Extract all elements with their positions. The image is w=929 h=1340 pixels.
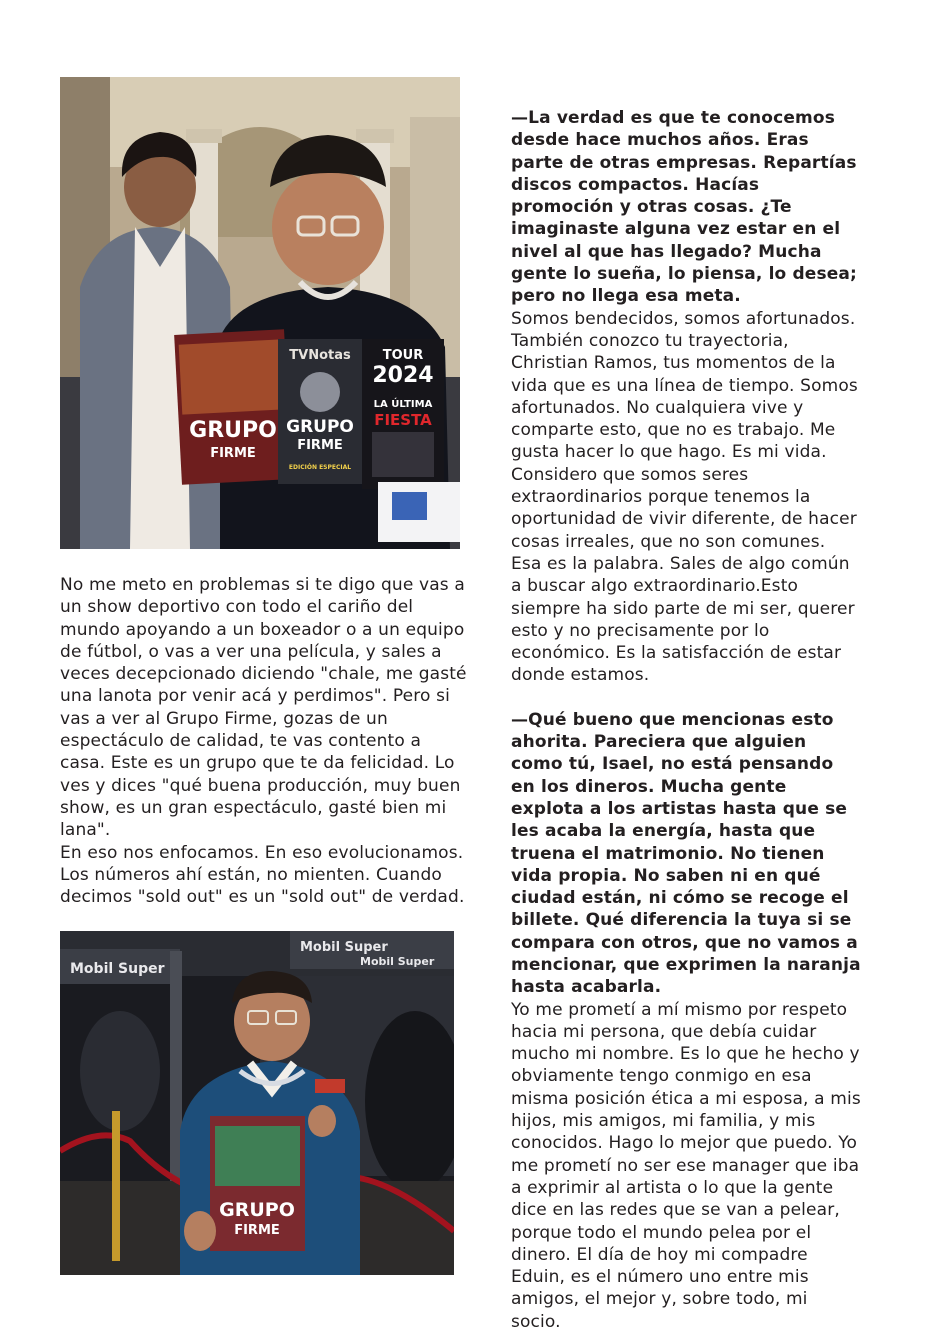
magazine-center-brand1: GRUPO — [286, 417, 354, 437]
interview-question-2: —Qué bueno que mencionas esto ahorita. Pareciera que alguien como tú, Isael, no está pensando en los dineros. Mucha gente explota a los artistas hasta que se les acaba la energía, hasta que truena el matrimonio. No tienen vida propia. No saben ni en qué ciudad están, ni cómo se recoge el billete. Qué diferencia la tuya si se compara con otros, que no vamos a mencionar, que exprimen la naranja hasta acabarla. — [511, 709, 861, 998]
sign-mobil-super-1: Mobil Super — [70, 961, 165, 977]
left-column-text — [60, 574, 470, 908]
magazine-right-subtitle: LA ÚLTIMA — [373, 399, 433, 410]
left-paragraph-1: No me meto en problemas si te digo que vas a un show deportivo con todo el cariño del mundo apoyando a un boxeador o a un equipo de fútbol, o vas a ver una película, y sales a veces decepcionado diciendo "chale, me gasté una lanota por venir acá y perdimos". Pero si vas a ver al Grupo Firme, gozas de un espectáculo de calidad, te vas contento a casa. Este es un grupo que te da felicidad. Lo ves y dices "qué buena producción, muy buen show, es un gran espectáculo, gasté bien mi lana". — [60, 575, 467, 841]
magazine-left-brand1: GRUPO — [189, 418, 277, 443]
magazine-brand2: FIRME — [234, 1223, 280, 1238]
left-paragraph-2: En eso nos enfocamos. En eso evolucionamos. Los números ahí están, no mienten. Cuando decimos "sold out" es un "sold out" de verdad. — [60, 842, 465, 908]
magazine-center-edition: EDICIÓN ESPECIAL — [288, 464, 352, 471]
magazine-brand1: GRUPO — [219, 1199, 295, 1221]
magazine-center-masthead: TVNotas — [289, 348, 351, 363]
interview-answer-1: Somos bendecidos, somos afortunados. También conozco tu trayectoria, Christian Ramos, tus momentos de la vida que es una línea de tiempo. Somos afortunados. No cualquiera vive y comparte esto, que no es trabajo. Me gusta hacer lo que hago. Es mi vida. Considero que somos seres extraordinarios porque tenemos la oportunidad de vivir diferente, de hacer cosas irreales, que no son comunes. Esa es la palabra. Sales de algo común a buscar algo extraordinario.Esto siempre ha sido parte de mi ser, querer esto y no precisamente por lo económico. Es la satisfacción de estar donde estamos. — [511, 308, 858, 686]
interview-question-1: —La verdad es que te conocemos desde hace muchos años. Eras parte de otras empresas. Repartías discos compactos. Hacías promoción y otras cosas. ¿Te imaginaste alguna vez estar en el nivel al que has llegado? Mucha gente lo sueña, lo piensa, lo desea; pero no llega esa meta. — [511, 108, 857, 307]
magazine-cover-left — [174, 329, 292, 485]
magazine-right-year: 2024 — [372, 363, 434, 388]
magazine-center-brand2: FIRME — [297, 438, 343, 453]
right-column-text — [511, 107, 861, 1333]
photo-man-holding-magazine — [60, 931, 454, 1275]
magazine-cover-right — [362, 339, 444, 489]
interview-answer-2: Yo me prometí a mí mismo por respeto hacia mi persona, que debía cuidar mucho mi nombre. Es lo que he hecho y obviamente tengo conmigo en esa misma posición ética a mi esposa, a mis hijos, mis amigos, mi familia, y mis conocidos. Hago lo mejor que puedo. Yo me prometí no ser ese manager que iba a exprimir al artista o lo que la gente dice en las redes que se van a pelear, porque todo el mundo pelea por el dinero. El día de hoy mi compadre Eduin, es el número uno entre mis amigos, el mejor y, sobre todo, mi socio. — [511, 999, 861, 1332]
magazine-cover — [210, 1116, 305, 1251]
photo-two-men-holding-magazines — [60, 77, 460, 549]
magazine-cover-center — [278, 339, 363, 484]
sign-mobil-super-3: Mobil Super — [360, 955, 435, 968]
magazine-left-brand2: FIRME — [210, 446, 256, 461]
sign-mobil-super-2: Mobil Super — [300, 940, 388, 955]
magazine-right-tour: TOUR — [382, 348, 424, 363]
magazine-right-subtitle2: FIESTA — [374, 411, 432, 429]
